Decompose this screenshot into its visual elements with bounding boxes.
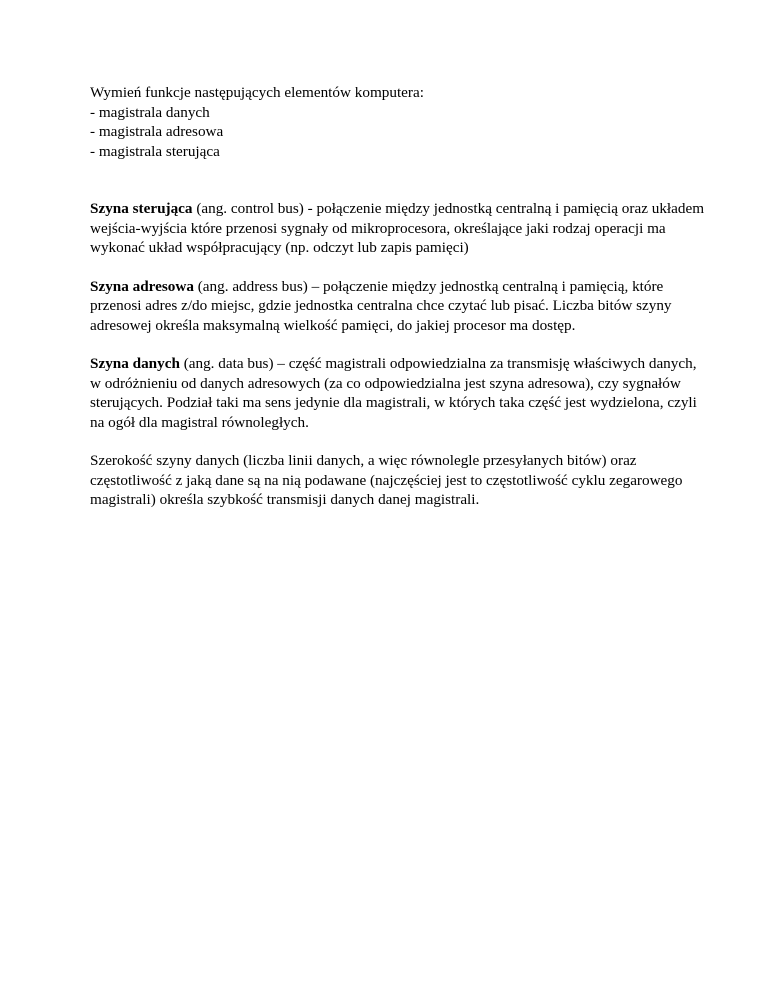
question-title: Wymień funkcje następujących elementów komputera: xyxy=(90,84,424,101)
definition-data-bus xyxy=(90,354,710,432)
term-control-bus: Szyna sterująca xyxy=(90,200,193,217)
definition-control-bus xyxy=(90,199,710,258)
question-item-address-bus: - magistrala adresowa xyxy=(90,123,224,140)
question-list xyxy=(90,103,710,162)
definition-text-address-bus: (ang. address bus) – połączenie między jednostką centralną i pamięcią, które przenosi adres z/do miejsc, gdzie jednostka centralna chce czytać lub pisać. Liczba bitów szyny adresowej określa maksymalną wielkość pamięci, do jakiej procesor ma dostęp. xyxy=(90,277,672,334)
document-page xyxy=(90,83,710,510)
definition-text-control-bus: (ang. control bus) - połączenie między jednostką centralną i pamięcią oraz układem wejścia-wyjścia które przenosi sygnały od mikroprocesora, określające jaki rodzaj operacji ma wykonać układ współpracujący (np. odczyt lub zapis pamięci) xyxy=(90,200,705,256)
definition-text-data-bus: (ang. data bus) – część magistrali odpowiedzialna za transmisję właściwych danych, w odróżnieniu od danych adresowych (za co odpowiedzialna jest szyna adresowa), czy sygnałów sterujących. Podział taki ma sens jedynie dla magistrali, w których taka część jest wydzielona, czyli na ogół dla magistral równoległych. xyxy=(90,355,697,431)
term-data-bus: Szyna danych xyxy=(90,355,180,372)
closing-paragraph: Szerokość szyny danych (liczba linii danych, a więc równolegle przesyłanych bitów) oraz częstotliwość z jaką dane są na nią podawane (najczęściej jest to częstotliwość cyklu zegarowego magistrali) określa szybkość transmisji danych danej magistrali. xyxy=(90,452,683,508)
term-address-bus: Szyna adresowa xyxy=(90,277,194,295)
question-item-control-bus: - magistrala sterująca xyxy=(90,142,220,160)
definition-address-bus xyxy=(90,277,710,336)
question-item-data-bus: - magistrala danych xyxy=(90,103,210,121)
